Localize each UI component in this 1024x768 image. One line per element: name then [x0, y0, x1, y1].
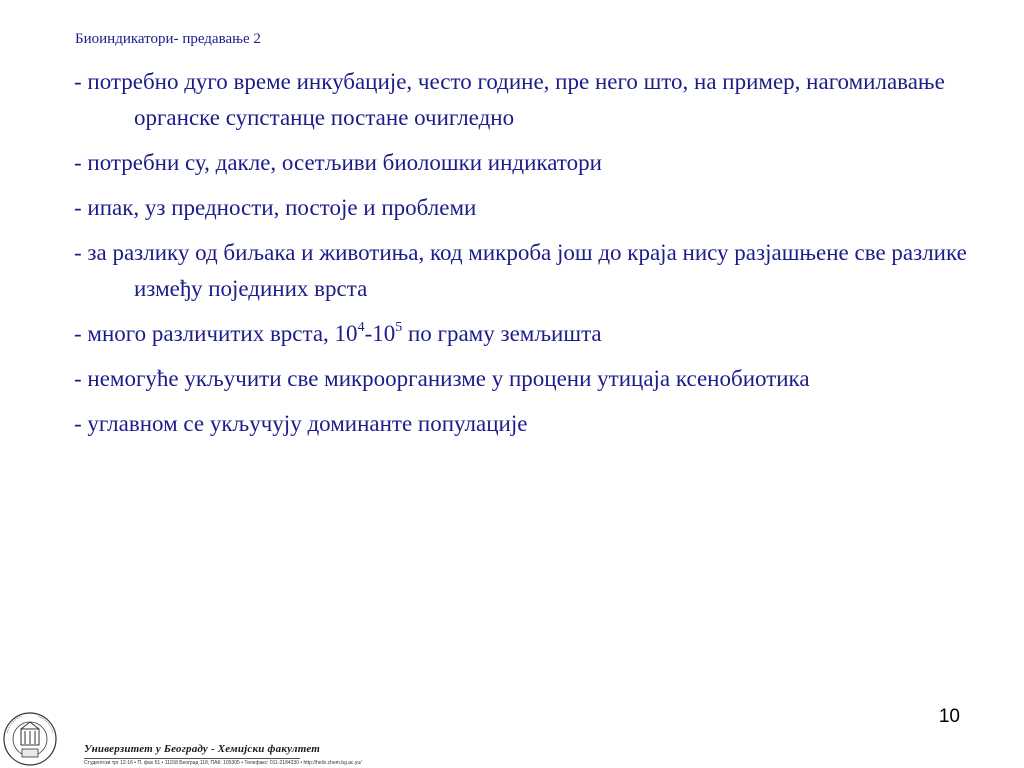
- bullet-item: - углавном се укључују доминанте популације: [74, 411, 528, 436]
- bullet-text: -10: [364, 321, 396, 346]
- bullet-text: - много различитих врста, 10: [74, 321, 358, 346]
- footer-address: Студентски трг 12-16 • П. фах 51 • 11158 Београд 118, ПАК: 105305 • Телефакс: 011-2184330 • http://helix.chem.bg.ac.yu/: [84, 760, 362, 766]
- bullet-item: - за разлику од биљака и животиња, код микроба још до краја нису разјашњене све разлике између појединих врста: [74, 240, 967, 301]
- bullet-item: - немогуће укључити све микроорганизме у процени утицаја ксенобиотика: [74, 366, 810, 391]
- bullet-text: по граму земљишта: [402, 321, 602, 346]
- bullet-item: - ипак, уз предности, постоје и проблеми: [74, 195, 477, 220]
- bullet-item: - потребни су, дакле, осетљиви биолошки индикатори: [74, 150, 602, 175]
- exponent: 4: [357, 320, 365, 336]
- footer-divider: [84, 758, 300, 759]
- bullet-item: [74, 316, 974, 352]
- slide-header: Биоиндикатори- предавање 2: [75, 31, 261, 47]
- bullet-list: [74, 64, 974, 451]
- university-seal-icon: [2, 711, 58, 767]
- bullet-item: - потребно дуго време инкубације, често године, пре него што, на пример, нагомилавање органске супстанце постане очигледно: [74, 69, 945, 130]
- footer-institution: Универзитет у Београду - Хемијски факултет: [84, 743, 321, 755]
- exponent: 5: [395, 320, 403, 336]
- page-number: 10: [938, 706, 960, 727]
